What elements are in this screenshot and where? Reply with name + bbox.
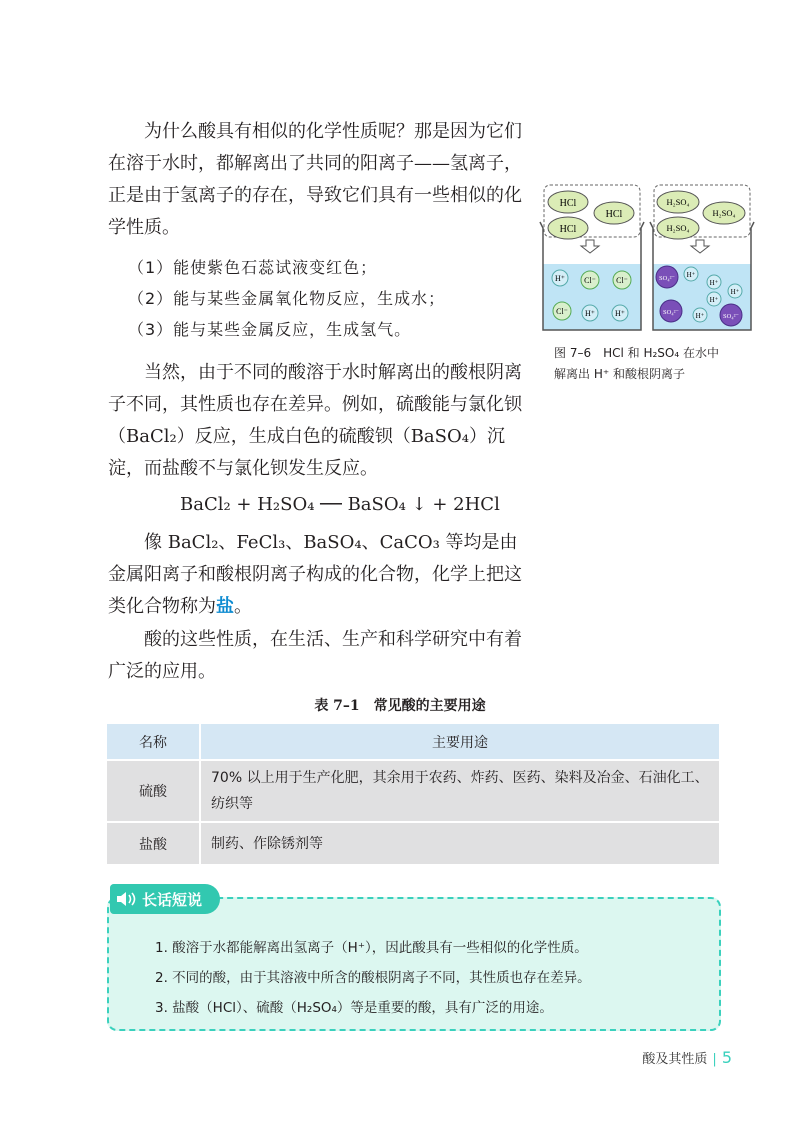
- svg-text:H⁺: H⁺: [686, 271, 696, 279]
- speaker-icon: [116, 891, 136, 907]
- acid-use: 制药、作除锈剂等: [200, 822, 720, 864]
- paragraph-intro: 为什么酸具有相似的化学性质呢？那是因为它们在溶于水时，都解离出了共同的阳离子——氢离子，正是由于氢离子的存在，导致它们具有一些相似的化学性质。: [108, 121, 522, 238]
- acid-name: 硫酸: [107, 760, 200, 822]
- page-number: 5: [721, 1048, 732, 1067]
- svg-text:Cl⁻: Cl⁻: [556, 307, 568, 316]
- footer-divider: |: [712, 1052, 717, 1067]
- property-2: （2）能与某些金属氧化物反应，生成水；: [128, 289, 446, 308]
- summary-item-3: 3. 盐酸（HCl）、硫酸（H₂SO₄）等是重要的酸，具有广泛的用途。: [155, 1000, 553, 1016]
- table-header-use: 主要用途: [200, 724, 720, 760]
- page-footer: [642, 1048, 732, 1067]
- table-row: [107, 760, 720, 822]
- svg-text:H⁺: H⁺: [730, 288, 740, 296]
- svg-text:HCl: HCl: [559, 224, 577, 235]
- svg-text:Cl⁻: Cl⁻: [584, 276, 596, 285]
- salt-term[interactable]: 盐: [216, 596, 234, 617]
- paragraph-difference: 当然，由于不同的酸溶于水时解离出的酸根阴离子不同，其性质也存在差异。例如，硫酸能与氯化钡（BaCl₂）反应，生成白色的硫酸钡（BaSO₄）沉淀，而盐酸不与氯化钡发生反应。: [108, 362, 522, 479]
- section-title: 酸及其性质: [642, 1052, 708, 1067]
- svg-text:H⁺: H⁺: [709, 296, 719, 304]
- svg-text:H⁺: H⁺: [695, 312, 705, 320]
- hcl-beaker: [540, 185, 644, 330]
- figure-caption-line2: 解离出 H⁺ 和酸根阴离子: [554, 367, 685, 381]
- svg-text:H⁺: H⁺: [615, 309, 625, 318]
- arrow-down-icon: [691, 240, 709, 253]
- h2so4-beaker: [650, 185, 754, 330]
- svg-text:SO₄²⁻: SO₄²⁻: [659, 275, 675, 282]
- svg-text:H₂SO₄: H₂SO₄: [712, 208, 736, 218]
- summary-tag-label: 长话短说: [142, 890, 203, 909]
- table-row: [107, 822, 720, 864]
- svg-text:HCl: HCl: [605, 209, 623, 220]
- property-1: （1）能使紫色石蕊试液变红色；: [128, 258, 378, 277]
- svg-text:H⁺: H⁺: [709, 279, 719, 287]
- svg-text:HCl: HCl: [559, 198, 577, 209]
- acid-name: 盐酸: [107, 822, 200, 864]
- acid-uses-table: [107, 724, 721, 864]
- svg-text:SO₄²⁻: SO₄²⁻: [723, 313, 739, 320]
- salt-period: 。: [234, 596, 252, 617]
- table-header-name: 名称: [107, 724, 200, 760]
- salt-text: 像 BaCl₂、FeCl₃、BaSO₄、CaCO₃ 等均是由金属阳离子和酸根阴离子构成的化合物，化学上把这类化合物称为: [108, 532, 522, 617]
- svg-text:H₂SO₄: H₂SO₄: [666, 223, 690, 233]
- summary-tag: [110, 884, 220, 914]
- svg-text:Cl⁻: Cl⁻: [616, 276, 628, 285]
- svg-text:H⁺: H⁺: [555, 274, 565, 283]
- dissociation-figure: [538, 180, 758, 340]
- property-3: （3）能与某些金属反应，生成氢气。: [128, 320, 412, 339]
- summary-item-1: 1. 酸溶于水都能解离出氢离子（H⁺），因此酸具有一些相似的化学性质。: [155, 940, 588, 956]
- summary-item-2: 2. 不同的酸，由于其溶液中所含的酸根阴离子不同，其性质也存在差异。: [155, 970, 591, 986]
- table-title: 表 7–1 常见酸的主要用途: [314, 698, 486, 714]
- acid-use: 70% 以上用于生产化肥，其余用于农药、炸药、医药、染料及冶金、石油化工、纺织等: [200, 760, 720, 822]
- svg-text:H⁺: H⁺: [585, 309, 595, 318]
- chemical-equation: BaCl₂ + H₂SO₄ ── BaSO₄ ↓ + 2HCl: [180, 494, 500, 515]
- paragraph-salt: [108, 527, 528, 623]
- svg-text:H₂SO₄: H₂SO₄: [666, 197, 690, 207]
- paragraph-applications: 酸的这些性质，在生活、生产和科学研究中有着广泛的应用。: [108, 629, 522, 682]
- figure-caption-line1: 图 7–6 HCl 和 H₂SO₄ 在水中: [554, 346, 719, 360]
- svg-text:SO₄²⁻: SO₄²⁻: [663, 309, 679, 316]
- arrow-down-icon: [581, 240, 599, 253]
- figure-caption: [554, 343, 719, 385]
